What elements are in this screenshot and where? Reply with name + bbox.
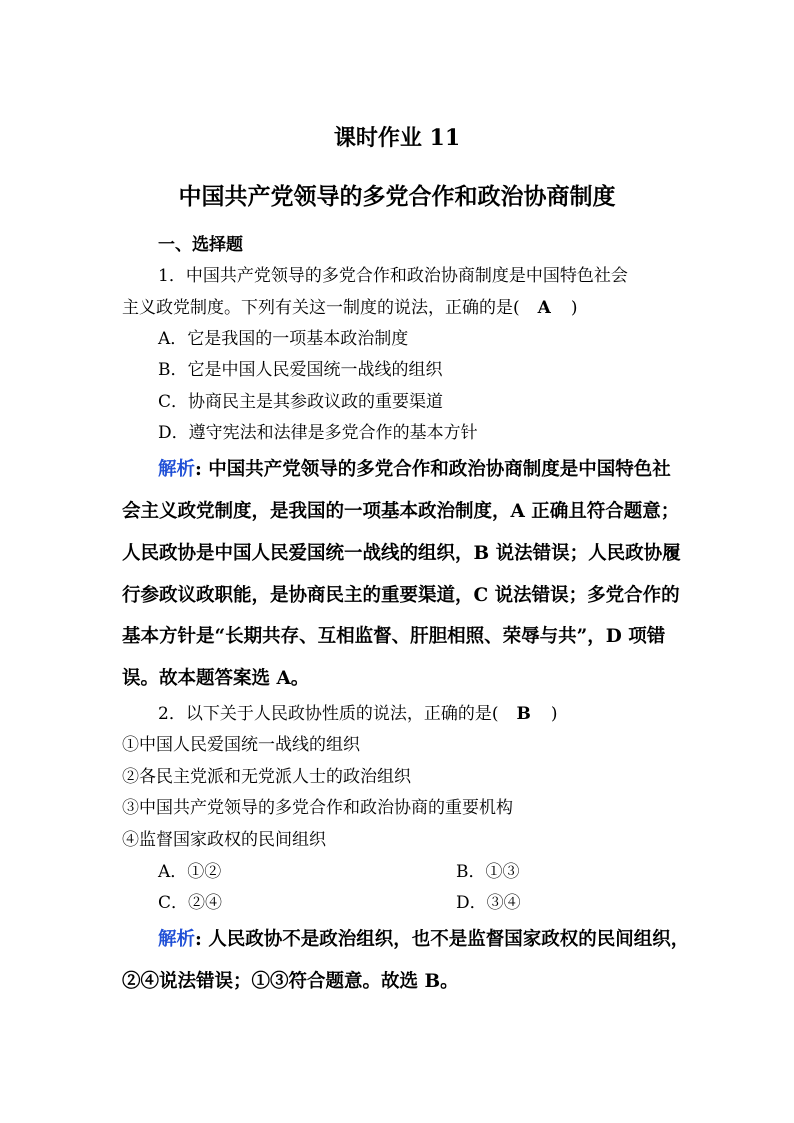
q1-analysis-label: 解析 [158, 459, 196, 480]
q2-item-2: ②各民主党派和无党派人士的政治组织 [122, 767, 411, 787]
q1-stem-line1: 1．中国共产党领导的多党合作和政治协商制度是中国特色社会 [158, 266, 628, 286]
q2-option-c: C．②④ [158, 893, 223, 913]
q2-item-3: ③中国共产党领导的多党合作和政治协商的重要机构 [122, 798, 513, 818]
q1-option-a: A．它是我国的一项基本政治制度 [158, 329, 409, 349]
q1-option-d: D．遵守宪法和法律是多党合作的基本方针 [158, 423, 478, 443]
q1-analysis-line5: 基本方针是“长期共存、互相监督、肝胆相照、荣辱与共”，D 项错 [122, 626, 666, 647]
page-subtitle: 中国共产党领导的多党合作和政治协商制度 [178, 183, 616, 210]
q1-analysis-line1 [158, 457, 671, 483]
q1-stem-line2 [122, 296, 577, 320]
q2-close-paren: ) [550, 704, 558, 724]
q1-analysis-line4: 行参政议政职能，是协商民主的重要渠道，C 说法错误；多党合作的 [122, 585, 680, 606]
q2-stem-line1 [158, 702, 557, 726]
q2-option-b: B．①③ [456, 862, 520, 882]
q2-item-4: ④监督国家政权的民间组织 [122, 830, 326, 850]
q1-analysis-text1: : 中国共产党领导的多党合作和政治协商制度是中国特色社 [195, 459, 671, 480]
q1-close-paren: ) [570, 298, 578, 318]
q2-item-1: ①中国人民爱国统一战线的组织 [122, 735, 360, 755]
q1-option-b: B．它是中国人民爱国统一战线的组织 [158, 360, 443, 380]
q2-option-a: A．①② [158, 862, 222, 882]
page-title: 课时作业 11 [333, 125, 461, 151]
q2-analysis-text1: : 人民政协不是政治组织，也不是监督国家政权的民间组织， [195, 929, 690, 950]
q1-analysis-line6: 误。故本题答案选 A。 [122, 668, 310, 689]
q2-analysis-line2: ②④说法错误；①③符合题意。故选 B。 [122, 971, 459, 992]
q1-answer: A [537, 298, 551, 318]
q1-analysis-line2: 会主义政党制度，是我国的一项基本政治制度，A 正确且符合题意； [122, 501, 680, 522]
q2-answer: B [516, 704, 531, 724]
q1-option-c: C．协商民主是其参政议政的重要渠道 [158, 392, 444, 412]
q2-analysis-line1 [158, 927, 689, 953]
q2-stem-text: 2．以下关于人民政协性质的说法，正确的是( [158, 704, 499, 724]
section-heading: 一、选择题 [158, 235, 243, 255]
q1-stem-text: 主义政党制度。下列有关这一制度的说法，正确的是( [122, 298, 520, 318]
q2-option-d: D．③④ [456, 893, 521, 913]
q2-analysis-label: 解析 [158, 929, 196, 950]
q1-analysis-line3: 人民政协是中国人民爱国统一战线的组织，B 说法错误；人民政协履 [122, 543, 681, 564]
